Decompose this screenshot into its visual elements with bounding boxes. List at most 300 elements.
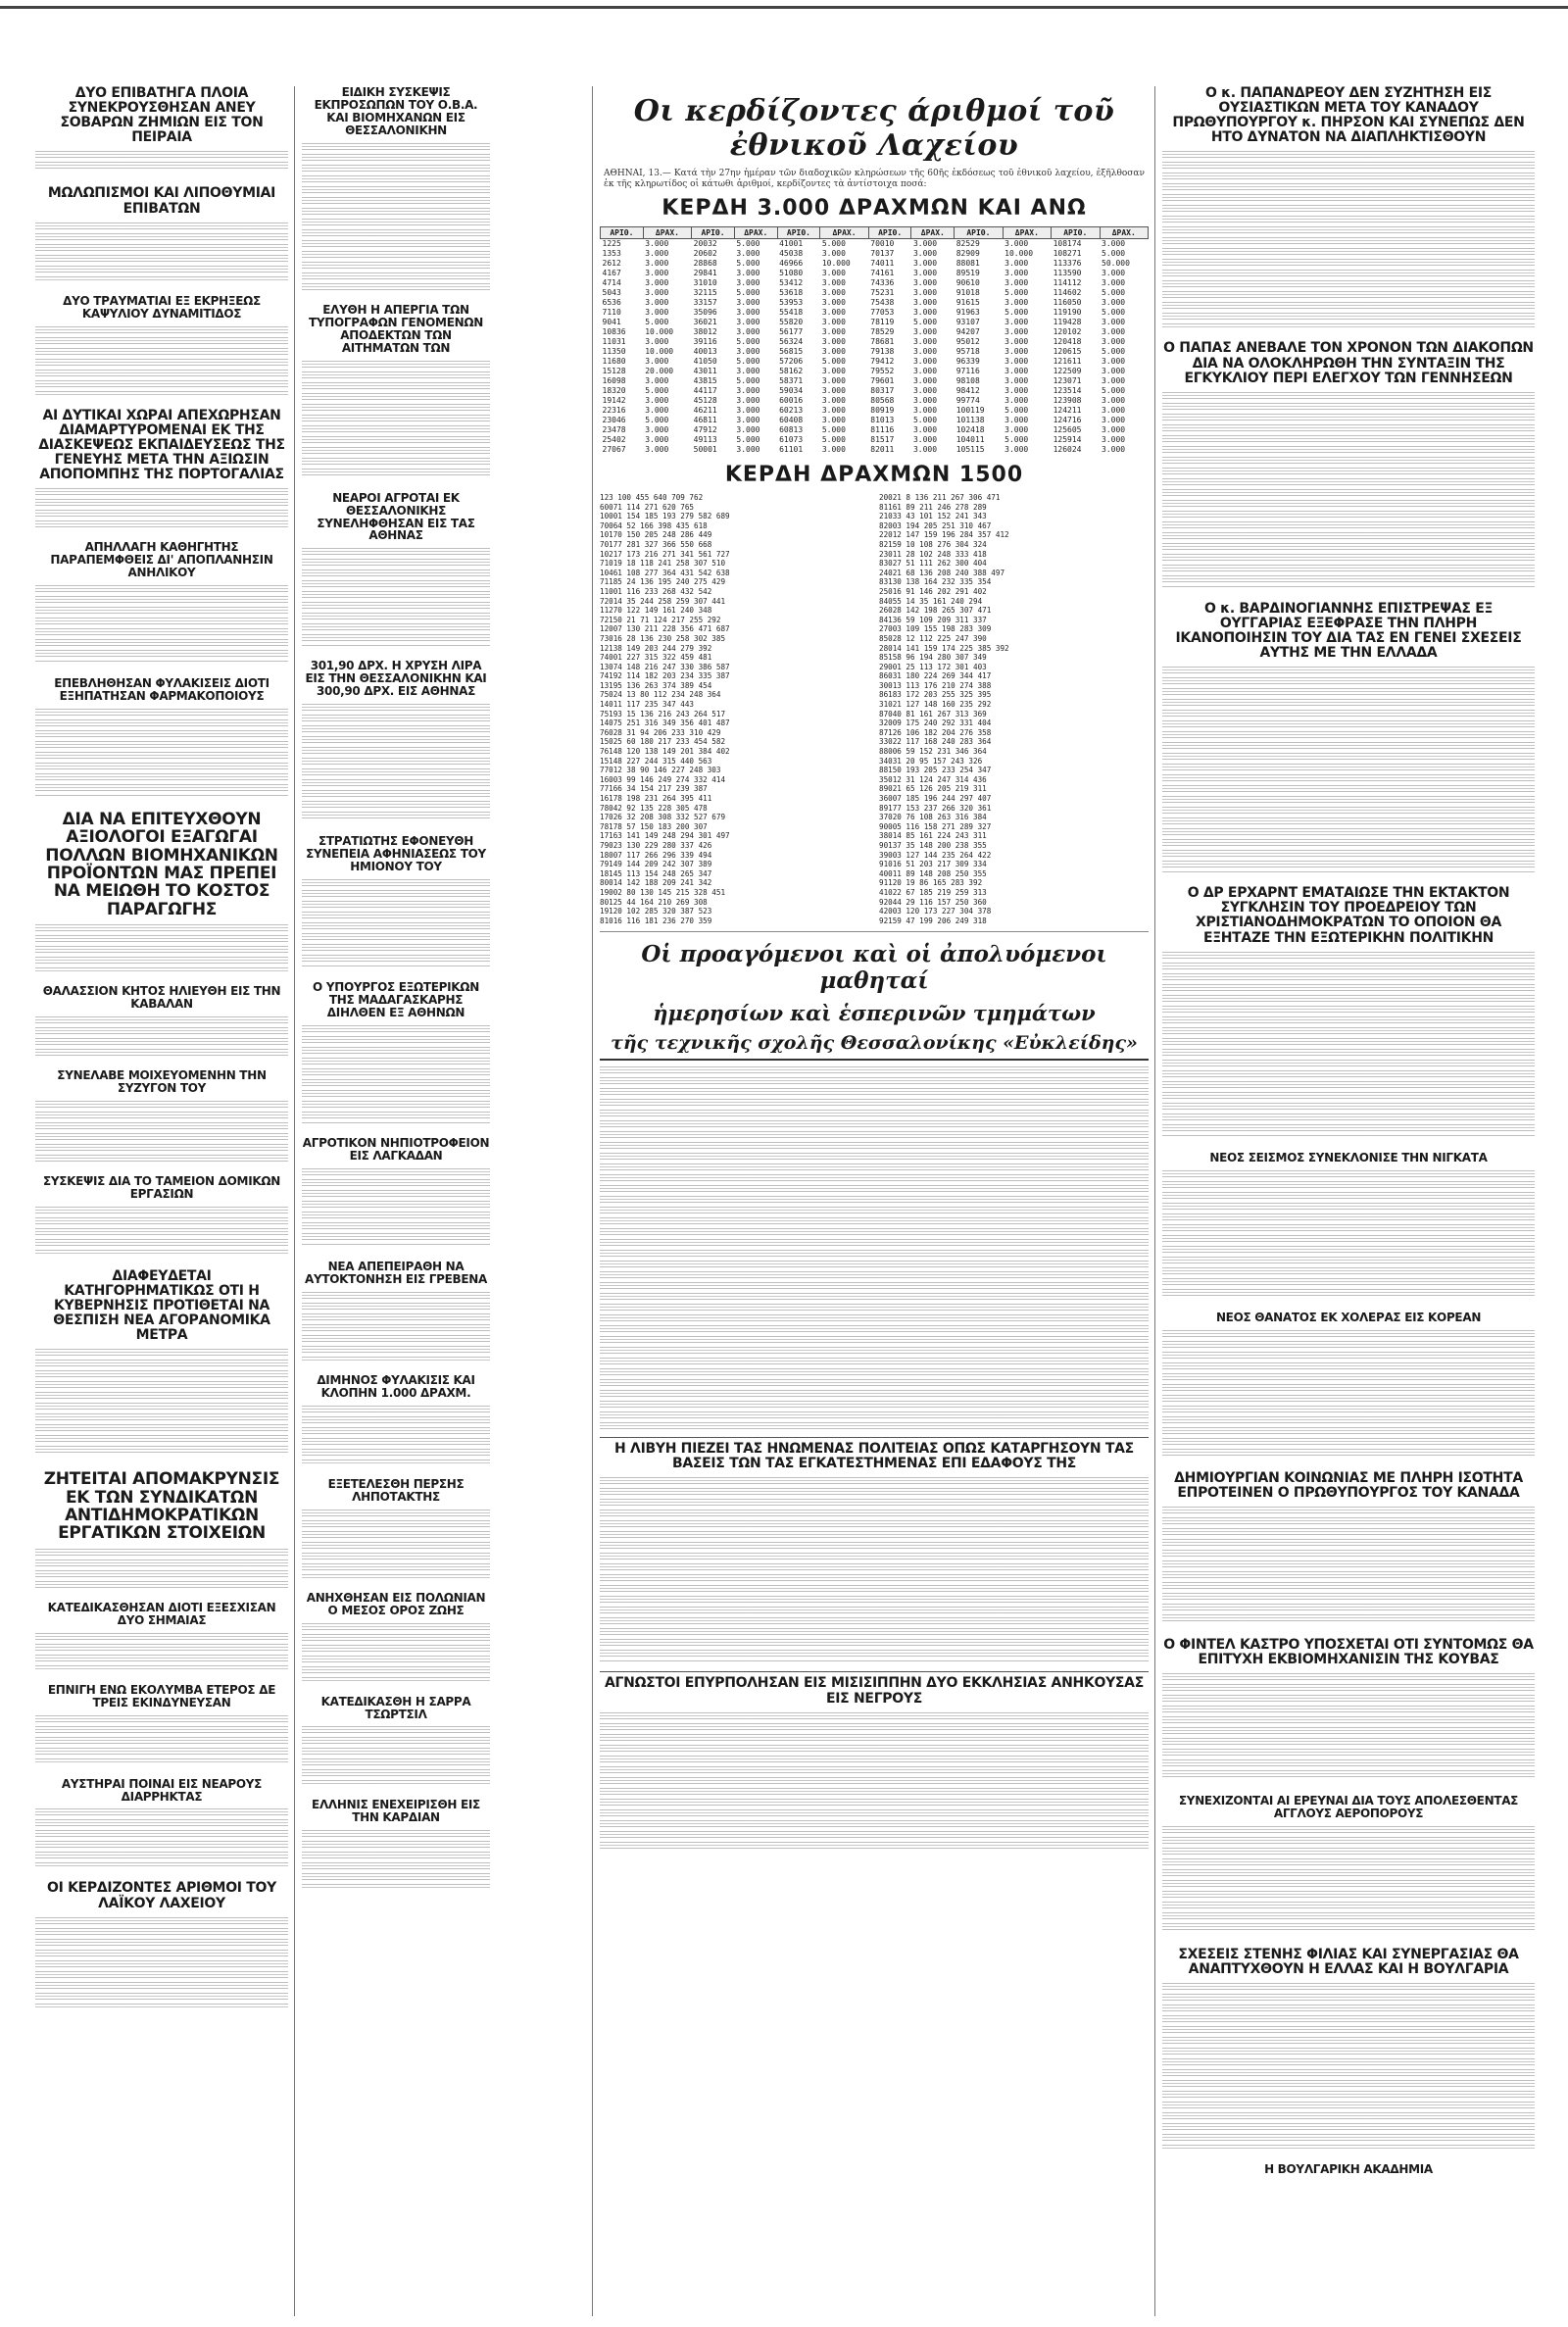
lottery-table-cell: 5.000	[736, 239, 760, 248]
col1-article-text	[35, 585, 288, 664]
lottery-table-cell: 123071	[1053, 376, 1082, 385]
right-article	[1162, 1795, 1535, 1934]
lottery-table-cell: 3.000	[912, 278, 938, 287]
lottery-table-cell: 3.000	[1102, 435, 1126, 444]
lottery-table-header-cell: ΑΡΙΘ.	[1052, 227, 1100, 239]
right-article	[1162, 86, 1535, 327]
lottery-table-cell: 29841	[693, 269, 717, 277]
lottery-number-line: 30013 113 176 210 274 388	[879, 680, 992, 690]
lottery-table-cell: 3.000	[736, 249, 760, 258]
lottery-number-line: 74192 114 182 203 234 335 387	[600, 671, 730, 681]
lottery-table-cell: 116050	[1053, 298, 1082, 307]
lottery-table-cell: 114112	[1053, 278, 1082, 287]
column-right	[1162, 86, 1535, 2316]
lottery-number-line: 74001 227 315 322 459 481	[600, 653, 712, 663]
lottery-table-cell: 5.000	[912, 318, 938, 326]
col1-headline: ΕΠΕΒΛΗΘΗΣΑΝ ΦΥΛΑΚΙΣΕΙΣ ΔΙΟΤΙ ΕΞΗΠΑΤΗΣΑΝ ΦΑΡΜΑΚΟΠΟΙΟΥΣ	[54, 675, 270, 703]
lottery-number-line: 21033 43 101 152 241 343	[879, 512, 987, 521]
lottery-table-cell: 35096	[693, 308, 717, 317]
lottery-table-cell: 38012	[693, 327, 717, 336]
lottery-number-line: 89021 65 126 205 219 311	[879, 784, 987, 794]
column-second	[302, 86, 490, 2316]
col2-article	[302, 304, 490, 478]
lottery-number-line: 73016 28 136 230 258 302 385	[600, 633, 726, 643]
lottery-table-cell: 60213	[779, 406, 804, 415]
lottery-table-cell: 3.000	[736, 416, 760, 424]
col2-article-text	[302, 1830, 490, 1889]
table-row	[601, 239, 1149, 250]
lottery-table-cell: 36021	[693, 318, 717, 326]
lottery-table-cell: 90610	[956, 278, 980, 287]
col1-headline: ΟΙ ΚΕΡΔΙΖΟΝΤΕΣ ΑΡΙΘΜΟΙ ΤΟΥ ΛΑΪΚΟΥ ΛΑΧΕΙΟΥ	[47, 1880, 276, 1911]
lottery-number-line: 27003 109 155 198 283 309	[879, 624, 992, 634]
lottery-table-cell: 3.000	[1102, 269, 1126, 277]
lottery-number-line: 19002 80 130 145 215 328 451	[600, 887, 726, 897]
lottery-table-cell: 98412	[956, 386, 980, 395]
col1-headline: ΔΥΟ ΤΡΑΥΜΑΤΙΑΙ ΕΞ ΕΚΡΗΞΕΩΣ ΚΑΨΥΛΙΟΥ ΔΥΝΑΜΙΤΙΔΟΣ	[63, 293, 261, 321]
lottery-table-cell: 122509	[1053, 367, 1082, 375]
lottery-table-cell: 113376	[1053, 259, 1082, 268]
lottery-table-cell: 45128	[693, 396, 717, 405]
lottery-table-cell: 104011	[956, 435, 985, 444]
table-row	[601, 259, 1149, 269]
table-row	[601, 298, 1149, 308]
lottery-table-cell: 1225	[602, 239, 621, 248]
lottery-number-line: 71019 18 118 241 258 307 510	[600, 559, 726, 569]
lottery-table-cell: 3.000	[645, 396, 669, 405]
lottery-table-cell: 74161	[870, 269, 895, 277]
lottery-table-cell: 70137	[870, 249, 895, 258]
lottery-number-line: 18145 113 154 248 265 347	[600, 868, 712, 878]
lottery-table-cell: 3.000	[1004, 357, 1029, 366]
column-left	[35, 86, 288, 2316]
lottery-table-cell: 3.000	[912, 347, 938, 356]
table-row	[601, 308, 1149, 318]
table-row	[601, 347, 1149, 357]
lottery-table-cell: 32115	[693, 288, 717, 297]
lottery-table-cell: 19142	[602, 396, 626, 405]
right-article-text	[1162, 1983, 1535, 2150]
lottery-table-cell: 3.000	[1102, 327, 1126, 336]
lottery-table-cell: 3.000	[1102, 376, 1126, 385]
lottery-number-line: 12138 149 203 244 279 392	[600, 643, 712, 653]
lottery-table-header-cell: ΑΡΙΘ.	[868, 227, 911, 239]
lottery-table-cell: 41050	[693, 357, 717, 366]
lottery-table-cell: 105115	[956, 445, 985, 454]
lottery-table-cell: 3.000	[821, 288, 846, 297]
lottery-table-cell: 3.000	[736, 425, 760, 434]
col1-article	[35, 985, 288, 1056]
col2-article	[302, 660, 490, 821]
lottery-table-body	[601, 239, 1149, 456]
col2-headline: ΚΑΤΕΔΙΚΑΣΘΗ Η ΣΑΡΡΑ ΤΣΩΡΤΣΙΛ	[320, 1694, 471, 1721]
lottery-section-1500: ΚΕΡΔΗ ΔΡΑΧΜΩΝ 1500	[724, 463, 1024, 487]
col1-article-text	[35, 709, 288, 797]
lottery-number-line: 82003 194 205 251 310 467	[879, 520, 992, 530]
col2-article	[302, 1592, 490, 1682]
lottery-table-cell: 3.000	[645, 239, 669, 248]
lottery-table-cell: 20032	[693, 239, 717, 248]
lottery-table-cell: 80317	[870, 386, 895, 395]
lottery-table-cell: 3.000	[821, 298, 846, 307]
lottery-table-cell: 93107	[956, 318, 980, 326]
lottery-table-cell: 3.000	[912, 357, 938, 366]
lottery-number-line: 11001 116 233 268 432 542	[600, 586, 712, 596]
lottery-table-cell: 114602	[1053, 288, 1082, 297]
lottery-table-cell: 46966	[779, 259, 804, 268]
lottery-number-line: 80125 44 164 210 269 308	[600, 897, 708, 907]
lottery-table-cell: 3.000	[1004, 445, 1029, 454]
col2-article-text	[302, 1025, 490, 1123]
lottery-table-cell: 22316	[602, 406, 626, 415]
col2-article-text	[302, 704, 490, 821]
lottery-number-line: 81161 89 211 246 278 289	[879, 502, 987, 512]
lottery-table-header-cell: ΔΡΑΧ.	[1003, 227, 1051, 239]
lottery-number-line: 14075 251 316 349 356 401 487	[600, 718, 730, 728]
lottery-number-line: 40011 89 148 208 250 355	[879, 868, 987, 878]
lottery-table-cell: 11350	[602, 347, 626, 356]
col2-article-text	[302, 1168, 490, 1247]
lottery-number-line: 91120 19 86 165 283 392	[879, 878, 983, 888]
lottery-table-cell: 10.000	[645, 327, 674, 336]
lottery-table-cell: 10836	[602, 327, 626, 336]
lottery-number-line: 35012 31 124 247 314 436	[879, 774, 987, 784]
lottery-number-line: 36007 185 196 244 297 407	[879, 794, 992, 803]
lottery-number-line: 77166 34 154 217 239 387	[600, 784, 708, 794]
lottery-table-cell: 3.000	[912, 269, 938, 277]
lottery-table-cell: 2612	[602, 259, 621, 268]
lottery-table-cell: 3.000	[912, 367, 938, 375]
lottery-table-cell: 94207	[956, 327, 980, 336]
lottery-table-cell: 3.000	[1102, 239, 1126, 248]
lottery-table-cell: 95718	[956, 347, 980, 356]
lottery-table-cell: 55820	[779, 318, 804, 326]
lottery-table-header-cell: ΑΡΙΘ.	[692, 227, 735, 239]
right-headline: Ο ΠΑΠΑΣ ΑΝΕΒΑΛΕ ΤΟΝ ΧΡΟΝΟΝ ΤΩΝ ΔΙΑΚΟΠΩΝ ΔΙΑ ΝΑ ΟΛΟΚΛΗΡΩΘΗ ΤΗΝ ΣΥΝΤΑΞΙΝ ΤΗΣ ΕΓΚΥΚΛΙΟΥ ΠΕΡΙ ΕΛΕΓΧΟΥ ΤΩΝ ΓΕΝΝΗΣΕΩΝ	[1163, 340, 1534, 386]
col1-article	[35, 1881, 288, 2006]
lottery-table-cell: 6536	[602, 298, 621, 307]
col1-article	[35, 677, 288, 797]
right-headline: Ο ΦΙΝΤΕΛ ΚΑΣΤΡΟ ΥΠΟΣΧΕΤΑΙ ΟΤΙ ΣΥΝΤΟΜΩΣ ΘΑ ΕΠΙΤΥΧΗ ΕΚΒΙΟΜΗΧΑΝΙΣΙΝ ΤΗΣ ΚΟΥΒΑΣ	[1163, 1636, 1534, 1667]
lottery-table-cell: 5.000	[736, 376, 760, 385]
lottery-table-cell: 10.000	[645, 347, 674, 356]
lottery-table-cell: 11680	[602, 357, 626, 366]
right-article-text	[1162, 952, 1535, 1138]
col2-headline: ΣΤΡΑΤΙΩΤΗΣ ΕΦΟΝΕΥΘΗ ΣΥΝΕΠΕΙΑ ΑΦΗΝΙΑΣΕΩΣ ΤΟΥ ΗΜΙΟΝΟΥ ΤΟΥ	[306, 834, 486, 874]
col1-article	[35, 1684, 288, 1764]
col1-headline: ΑΥΣΤΗΡΑΙ ΠΟΙΝΑΙ ΕΙΣ ΝΕΑΡΟΥΣ ΔΙΑΡΡΗΚΤΑΣ	[61, 1776, 263, 1804]
lottery-table-cell: 3.000	[912, 249, 938, 258]
lottery-table-cell: 3.000	[821, 318, 846, 326]
right-headline: ΝΕΟΣ ΘΑΝΑΤΟΣ ΕΚ ΧΟΛΕΡΑΣ ΕΙΣ ΚΟΡΕΑΝ	[1215, 1310, 1482, 1324]
lottery-number-line: 85158 96 194 280 307 349	[879, 653, 987, 663]
right-article-text	[1162, 1826, 1535, 1934]
lottery-table-cell: 120418	[1053, 337, 1082, 346]
lottery-lead: ΑΘΗΝΑΙ, 13.— Κατά τὴν 27ην ἡμέραν τῶν διαδοχικῶν κληρώσεων τῆς 60ῆς ἐκδόσεως τοῦ ἐθνικοῦ λαχείου, ἐξῆλθοσαν ἐκ τῆς κληρωτίδος οἱ κάτωθι ἀριθμοί, κερδίζοντες τὰ ἀντίστοιχα ποσά:	[604, 169, 1145, 189]
lottery-number-line: 88150 193 205 233 254 347	[879, 766, 992, 775]
lottery-table-cell: 3.000	[1004, 239, 1029, 248]
lottery-table-cell: 3.000	[912, 376, 938, 385]
lottery-table-cell: 3.000	[1102, 318, 1126, 326]
lottery-table-cell: 3.000	[821, 327, 846, 336]
lottery-table-header-cell: ΑΡΙΘ.	[777, 227, 820, 239]
lottery-table-cell: 3.000	[821, 386, 846, 395]
lottery-number-line: 41022 67 185 219 259 313	[879, 887, 987, 897]
col2-article	[302, 1799, 490, 1889]
lottery-number-line: 78042 92 135 228 305 478	[600, 803, 708, 813]
col1-article-text	[35, 1349, 288, 1457]
lottery-table-cell: 79138	[870, 347, 895, 356]
lottery-table-cell: 3.000	[1004, 376, 1029, 385]
lottery-table-cell: 95012	[956, 337, 980, 346]
lottery-table-header-cell: ΔΡΑΧ.	[911, 227, 955, 239]
lottery-number-line: 86031 180 224 269 344 417	[879, 671, 992, 681]
lottery-table-cell: 75438	[870, 298, 895, 307]
lottery-table-cell: 50.000	[1102, 259, 1130, 268]
lottery-number-line: 90137 35 148 200 238 355	[879, 840, 987, 850]
lottery-number-line: 60071 114 271 620 765	[600, 502, 695, 512]
lottery-number-line: 86183 172 203 255 325 395	[879, 690, 992, 700]
col1-article	[35, 409, 288, 528]
lottery-number-line: 80014 142 188 209 241 342	[600, 878, 712, 888]
lottery-table-cell: 3.000	[645, 357, 669, 366]
right-article	[1162, 1312, 1535, 1458]
col1-article-text	[35, 924, 288, 971]
lottery-table-cell: 3.000	[821, 396, 846, 405]
lottery-table-cell: 81013	[870, 416, 895, 424]
lottery-table-cell: 49113	[693, 435, 717, 444]
lottery-table-cell: 5.000	[736, 337, 760, 346]
lottery-number-line: 19120 102 285 320 387 523	[600, 907, 712, 916]
lottery-table-cell: 57206	[779, 357, 804, 366]
libya-article-text	[600, 1477, 1149, 1663]
lottery-table-cell: 120615	[1053, 347, 1082, 356]
lottery-table-cell: 3.000	[821, 269, 846, 277]
lottery-table-cell: 15128	[602, 367, 626, 375]
lottery-table-header	[601, 227, 1149, 239]
lottery-table-cell: 3.000	[1102, 445, 1126, 454]
lottery-number-line: 76148 120 138 149 201 384 402	[600, 747, 730, 757]
col1-article	[35, 1602, 288, 1670]
lottery-table-cell: 99774	[956, 396, 980, 405]
lottery-number-line: 79149 144 209 242 307 389	[600, 860, 712, 869]
school-title-line2: ἡμερησίων καὶ ἑσπερινῶν τμημάτων	[653, 1001, 1096, 1026]
lottery-number-line: 26028 142 198 265 307 471	[879, 606, 992, 616]
lottery-table-cell: 5043	[602, 288, 621, 297]
lottery-number-line: 33022 117 168 240 283 364	[879, 737, 992, 747]
lottery-table-cell: 58162	[779, 367, 804, 375]
col2-article	[302, 1696, 490, 1786]
lottery-table-header-cell: ΔΡΑΧ.	[820, 227, 868, 239]
lottery-table-cell: 3.000	[736, 396, 760, 405]
lottery-table-cell: 3.000	[1004, 425, 1029, 434]
lottery-table-cell: 3.000	[1004, 269, 1029, 277]
lottery-table-cell: 3.000	[1102, 337, 1126, 346]
table-row	[601, 376, 1149, 386]
lottery-table-cell: 78681	[870, 337, 895, 346]
col2-article	[302, 1374, 490, 1464]
lottery-table-cell: 3.000	[645, 288, 669, 297]
table-row	[601, 406, 1149, 416]
lottery-table-cell: 3.000	[645, 298, 669, 307]
lottery-table-cell: 27067	[602, 445, 626, 454]
column-rule	[294, 86, 295, 2316]
lottery-table-cell: 41001	[779, 239, 804, 248]
table-row	[601, 425, 1149, 435]
col1-headline: ΘΑΛΑΣΣΙΟΝ ΚΗΤΟΣ ΗΛΙΕΥΘΗ ΕΙΣ ΤΗΝ ΚΑΒΑΛΑΝ	[42, 984, 281, 1011]
lottery-table-cell: 74336	[870, 278, 895, 287]
lottery-table-cell: 3.000	[645, 406, 669, 415]
lottery-table-cell: 5.000	[1102, 347, 1126, 356]
lottery-table-cell: 3.000	[912, 386, 938, 395]
divider	[600, 931, 1149, 932]
lottery-number-line: 10217 173 216 271 341 561 727	[600, 549, 730, 559]
col2-headline: ΕΙΔΙΚΗ ΣΥΣΚΕΨΙΣ ΕΚΠΡΟΣΩΠΩΝ ΤΟΥ Ο.Β.Α. ΚΑΙ ΒΙΟΜΗΧΑΝΩΝ ΕΙΣ ΘΕΣΣΑΛΟΝΙΚΗΝ	[314, 86, 478, 137]
lottery-table-cell: 5.000	[736, 259, 760, 268]
lottery-table-cell: 3.000	[645, 337, 669, 346]
lottery-table-cell: 91615	[956, 298, 980, 307]
lottery-number-line: 25016 91 146 202 291 402	[879, 586, 987, 596]
col1-article-text	[35, 326, 288, 395]
col1-article-text	[35, 1101, 288, 1162]
lottery-table-cell: 102418	[956, 425, 985, 434]
right-headline: Ο κ. ΠΑΠΑΝΔΡΕΟΥ ΔΕΝ ΣΥΖΗΤΗΣΗ ΕΙΣ ΟΥΣΙΑΣΤΙΚΩΝ ΜΕΤΑ ΤΟΥ ΚΑΝΑΔΟΥ ΠΡΩΘΥΠΟΥΡΓΟΥ κ. ΠΗΡΣΟΝ ΚΑΙ ΣΥΝΕΠΩΣ ΔΕΝ ΗΤΟ ΔΥΝΑΤΟΝ ΝΑ ΔΙΑΠΛΗΚΤΙΣΘΟΥΝ	[1172, 86, 1525, 146]
lottery-table-cell: 108271	[1053, 249, 1082, 258]
lottery-number-line: 18007 117 266 296 339 494	[600, 850, 712, 860]
lottery-table-cell: 126024	[1053, 445, 1082, 454]
lottery-table-cell: 3.000	[821, 367, 846, 375]
lottery-table-cell: 23478	[602, 425, 626, 434]
right-article-text	[1162, 392, 1535, 588]
lottery-table-cell: 5.000	[736, 288, 760, 297]
lottery-table-cell: 5.000	[645, 416, 669, 424]
lottery-number-line: 16178 198 231 264 395 411	[600, 794, 712, 803]
lottery-number-line: 87040 81 161 267 313 369	[879, 709, 987, 718]
table-row	[601, 386, 1149, 396]
lottery-table-cell: 3.000	[1004, 386, 1029, 395]
lottery-table-cell: 5.000	[1102, 288, 1126, 297]
col2-headline: ΔΙΜΗΝΟΣ ΦΥΛΑΚΙΣΙΣ ΚΑΙ ΚΛΟΠΗΝ 1.000 ΔΡΑΧΜ.	[317, 1372, 475, 1400]
lottery-number-line: 29001 25 113 172 301 403	[879, 662, 987, 671]
lottery-table-cell: 43815	[693, 376, 717, 385]
lottery-number-line: 31021 127 148 160 235 292	[879, 700, 992, 710]
lottery-number-line: 37020 76 108 263 316 384	[879, 813, 987, 822]
lottery-table-cell: 3.000	[736, 269, 760, 277]
lottery-table-cell: 89519	[956, 269, 980, 277]
lottery-number-line: 22012 147 159 196 284 357 412	[879, 530, 1009, 540]
col1-article	[35, 811, 288, 971]
col1-article-text	[35, 1207, 288, 1256]
lottery-table-cell: 10.000	[1004, 249, 1034, 258]
col1-article	[35, 1069, 288, 1162]
lottery-table-cell: 11031	[602, 337, 626, 346]
lottery-table-header-cell: ΑΡΙΘ.	[955, 227, 1003, 239]
lottery-table-cell: 3.000	[645, 269, 669, 277]
col1-headline: ΣΥΝΕΛΑΒΕ ΜΟΙΧΕΥΟΜΕΝΗΝ ΤΗΝ ΣΥΖΥΓΟΝ ΤΟΥ	[57, 1067, 267, 1095]
top-rule	[0, 6, 1568, 9]
lottery-table-cell: 3.000	[912, 337, 938, 346]
lottery-table-cell: 3.000	[821, 347, 846, 356]
lottery-table-header-cell: ΔΡΑΧ.	[643, 227, 691, 239]
lottery-number-line: 81016 116 181 236 270 359	[600, 916, 712, 925]
lottery-number-line: 42003 120 173 227 304 378	[879, 907, 992, 916]
lottery-table-cell: 56177	[779, 327, 804, 336]
lottery-table-cell: 3.000	[1004, 298, 1029, 307]
lottery-number-line: 20021 8 136 211 267 306 471	[879, 493, 1001, 502]
lottery-table-cell: 3.000	[736, 278, 760, 287]
lottery-table-cell: 79412	[870, 357, 895, 366]
lottery-table-cell: 120102	[1053, 327, 1082, 336]
lottery-number-line: 11270 122 149 161 240 348	[600, 606, 712, 616]
lottery-table-cell: 97116	[956, 367, 980, 375]
lottery-table-cell: 5.000	[645, 318, 669, 326]
lottery-table-cell: 23046	[602, 416, 626, 424]
lottery-table-cell: 3.000	[912, 308, 938, 317]
school-list-text	[600, 1066, 1149, 1429]
lottery-table-cell: 20602	[693, 249, 717, 258]
lottery-number-line: 70064 52 166 398 435 618	[600, 520, 708, 530]
col1-headline: ΕΠΝΙΓΗ ΕΝΩ ΕΚΟΛΥΜΒΑ ΕΤΕΡΟΣ ΔΕ ΤΡΕΙΣ ΕΚΙΝΔΥΝΕΥΣΑΝ	[47, 1682, 276, 1709]
lottery-table-cell: 5.000	[912, 416, 938, 424]
lottery-table-cell: 5.000	[736, 357, 760, 366]
col1-headline: ΣΥΣΚΕΨΙΣ ΔΙΑ ΤΟ ΤΑΜΕΙΟΝ ΔΟΜΙΚΩΝ ΕΡΓΑΣΙΩΝ	[42, 1173, 281, 1201]
lottery-table-cell: 3.000	[736, 298, 760, 307]
lottery-number-line: 79023 130 229 280 337 426	[600, 840, 712, 850]
lottery-table-cell: 80568	[870, 396, 895, 405]
right-article	[1162, 886, 1535, 1137]
lottery-table-cell: 44117	[693, 386, 717, 395]
lottery-table-cell: 78119	[870, 318, 895, 326]
lottery-table-cell: 5.000	[1004, 308, 1029, 317]
right-article-text	[1162, 1170, 1535, 1298]
col1-article-text	[35, 488, 288, 527]
col2-headline: Ο ΥΠΟΥΡΓΟΣ ΕΞΩΤΕΡΙΚΩΝ ΤΗΣ ΜΑΔΑΓΑΣΚΑΡΗΣ ΔΙΗΛΘΕΝ ΕΞ ΑΘΗΝΩΝ	[313, 980, 479, 1020]
lottery-table-cell: 3.000	[912, 259, 938, 268]
lottery-number-line: 84055 14 35 161 240 294	[879, 596, 983, 606]
lottery-number-line: 78178 57 150 183 200 307	[600, 821, 708, 831]
lottery-number-line: 39003 127 144 235 264 422	[879, 850, 992, 860]
lottery-table-cell: 3.000	[1004, 278, 1029, 287]
lottery-table-cell: 50001	[693, 445, 717, 454]
lottery-number-line: 92044 29 116 157 250 360	[879, 897, 987, 907]
col2-article	[302, 981, 490, 1123]
col1-headline: ΔΥΟ ΕΠΙΒΑΤΗΓΑ ΠΛΟΙΑ ΣΥΝΕΚΡΟΥΣΘΗΣΑΝ ΑΝΕΥ ΣΟΒΑΡΩΝ ΖΗΜΙΩΝ ΕΙΣ ΤΟΝ ΠΕΙΡΑΙΑ	[60, 86, 264, 146]
lottery-table-cell: 3.000	[1102, 278, 1126, 287]
col1-article-text	[35, 1715, 288, 1764]
col1-article	[35, 1778, 288, 1868]
table-row	[601, 445, 1149, 455]
libya-headline: Η ΛΙΒΥΗ ΠΙΕΖΕΙ ΤΑΣ ΗΝΩΜΕΝΑΣ ΠΟΛΙΤΕΙΑΣ ΟΠΩΣ ΚΑΤΑΡΓΗΣΟΥΝ ΤΑΣ ΒΑΣΕΙΣ ΤΩΝ ΤΑΣ ΕΓΚΑΤΕΣΤΗΜΕΝΑΣ ΕΠΙ ΕΔΑΦΟΥΣ ΤΗΣ	[600, 1437, 1149, 1471]
lottery-table-cell: 43011	[693, 367, 717, 375]
lottery-number-line: 87126 106 182 204 276 358	[879, 727, 992, 737]
lottery-number-line: 10461 108 277 364 431 542 638	[600, 568, 730, 577]
lottery-table-cell: 55418	[779, 308, 804, 317]
col1-headline: ΔΙΑΦΕΥΔΕΤΑΙ ΚΑΤΗΓΟΡΗΜΑΤΙΚΩΣ ΟΤΙ Η ΚΥΒΕΡΝΗΣΙΣ ΠΡΟΤΙΘΕΤΑΙ ΝΑ ΘΕΣΠΙΣΗ ΝΕΑ ΑΓΟΡΑΝΟΜΙΚΑ ΜΕΤΡΑ	[53, 1267, 270, 1344]
lottery-number-line: 77012 38 90 146 227 248 303	[600, 766, 721, 775]
col1-article-text	[35, 223, 288, 281]
col1-article	[35, 1269, 288, 1458]
lottery-table-header-cell: ΔΡΑΧ.	[1100, 227, 1149, 239]
col2-article-text	[302, 1406, 490, 1464]
lottery-table-cell: 78529	[870, 327, 895, 336]
col2-article-text	[302, 1726, 490, 1785]
lottery-number-line: 75024 13 80 112 234 248 364	[600, 690, 721, 700]
lottery-number-line: 84136 59 109 209 311 337	[879, 615, 987, 624]
table-row	[601, 318, 1149, 327]
lottery-number-line: 32009 175 240 292 331 404	[879, 718, 992, 728]
lottery-table-cell: 3.000	[821, 337, 846, 346]
lottery-table-cell: 80919	[870, 406, 895, 415]
